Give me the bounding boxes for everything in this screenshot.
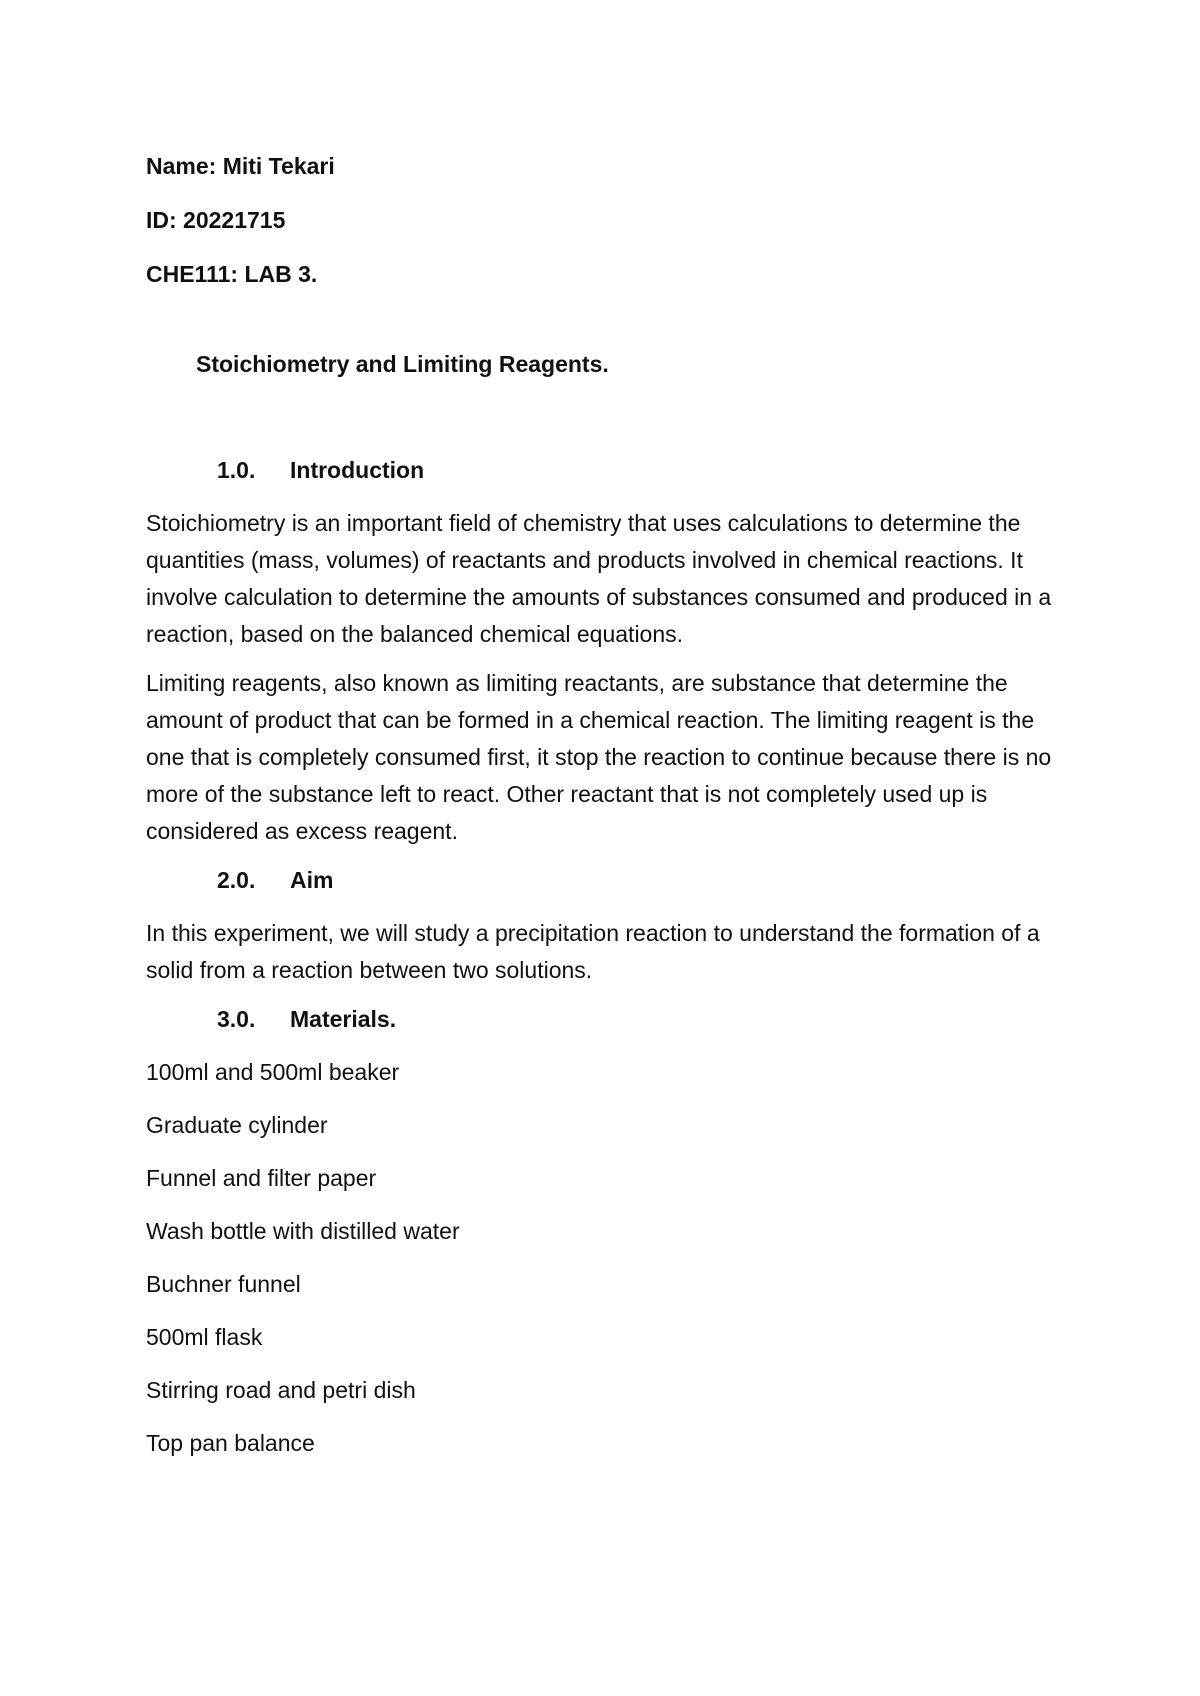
material-item: Wash bottle with distilled water [146,1218,460,1244]
document-content [146,148,1066,1478]
material-item: Stirring road and petri dish [146,1377,416,1403]
section-number: 2.0. [217,867,256,893]
material-item: Buchner funnel [146,1271,301,1297]
material-item: 100ml and 500ml beaker [146,1059,400,1085]
materials-list [146,1054,1066,1462]
section-title: Aim [290,867,334,893]
section-heading-aim [146,862,1066,899]
material-item: Top pan balance [146,1430,315,1456]
material-item: Graduate cylinder [146,1112,328,1138]
student-id: ID: 20221715 [146,207,286,233]
section-title: Introduction [290,457,425,483]
student-name: Name: Miti Tekari [146,153,335,179]
section-number: 1.0. [217,457,256,483]
material-item: 500ml flask [146,1324,263,1350]
section-heading-introduction [146,452,1066,489]
introduction-paragraph-2: Limiting reagents, also known as limiting reactants, are substance that determine the amount of product that can be formed in a chemical reaction. The limiting reagent is the one that is completely consumed first, it stop the reaction to continue because there is no more of the substance left to react. Other reactant that is not completely used up is considered as excess reagent. [146,670,1052,844]
course-lab: CHE111: LAB 3. [146,261,318,287]
section-number: 3.0. [217,1006,256,1032]
aim-paragraph: In this experiment, we will study a precipitation reaction to understand the formation of a solid from a reaction between two solutions. [146,920,1040,983]
document-title: Stoichiometry and Limiting Reagents. [196,351,609,377]
section-title: Materials. [290,1006,397,1032]
section-heading-materials [146,1001,1066,1038]
introduction-paragraph-1: Stoichiometry is an important field of chemistry that uses calculations to determine the quantities (mass, volumes) of reactants and products involved in chemical reactions. It involve calculation to determine the amounts of substances consumed and produced in a reaction, based on the balanced chemical equations. [146,510,1052,647]
material-item: Funnel and filter paper [146,1165,377,1191]
